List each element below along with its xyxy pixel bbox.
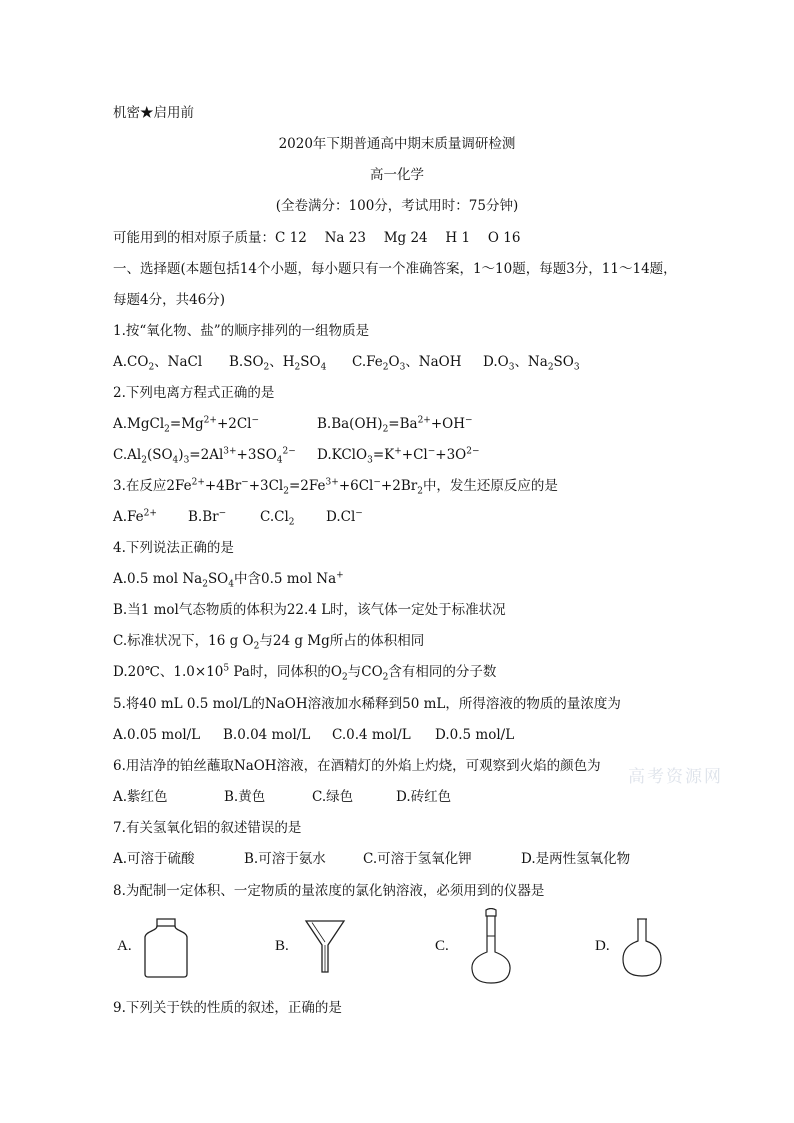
q8-option-a-label: A. bbox=[117, 938, 132, 954]
secret-label: 机密★启用前 bbox=[113, 105, 194, 121]
question-1-stem: 1.按“氧化物、盐”的顺序排列的一组物质是 bbox=[113, 323, 370, 339]
question-6-stem: 6.用洁净的铂丝蘸取NaOH溶液，在酒精灯的外焰上灼烧，可观察到火焰的颜色为 bbox=[113, 758, 601, 774]
q1-option-c: $C.Fe_2O_3$、NaOH bbox=[352, 354, 462, 373]
question-9-stem: 9.下列关于铁的性质的叙述，正确的是 bbox=[113, 1000, 342, 1016]
q6-option-b: B.黄色 bbox=[224, 789, 266, 805]
q5-option-d: D.0.5 mol/L bbox=[435, 727, 515, 743]
q3-option-b: B.Br− bbox=[188, 508, 227, 525]
funnel-icon bbox=[303, 918, 347, 974]
question-8-stem: 8.为配制一定体积、一定物质的量浓度的氯化钠溶液，必须用到的仪器是 bbox=[113, 883, 545, 899]
q3-option-c: $C.Cl_2$ bbox=[260, 509, 295, 528]
q3-option-d: D.Cl− bbox=[326, 508, 363, 525]
subject-title: 高一化学 bbox=[370, 167, 424, 183]
q2-option-b: $B.Ba(OH)_2=Ba^{2+}+OH^-$ bbox=[317, 415, 473, 435]
reagent-bottle-icon bbox=[140, 917, 192, 979]
q2-option-d: $D.KClO_3=K^++Cl^-+3O^{2-}$ bbox=[317, 446, 480, 466]
q5-option-b: B.0.04 mol/L bbox=[223, 727, 311, 743]
q6-option-a: A.紫红色 bbox=[113, 789, 168, 805]
q6-option-c: C.绿色 bbox=[312, 789, 354, 805]
question-3-stem: 3.在反应$2Fe^{2+}+4Br^-+3Cl_2=2Fe^{3+}+6Cl^-+2Br_2$中，发生还原反应的是 bbox=[113, 477, 558, 497]
volumetric-flask-icon bbox=[468, 908, 514, 986]
q4-option-b: B.当1 mol气态物质的体积为22.4 L时，该气体一定处于标准状况 bbox=[113, 602, 506, 618]
q3-option-a: $A.Fe^{2+}$ bbox=[113, 508, 157, 525]
q7-option-d: D.是两性氢氧化物 bbox=[521, 851, 631, 867]
q2-option-c: $C.Al_2(SO_4)_3=2Al^{3+}+3SO_4^{2-}$ bbox=[113, 446, 296, 466]
q7-option-a: A.可溶于硫酸 bbox=[113, 851, 195, 867]
q4-option-c: C.标准状况下，16 g $O_2$与24 g Mg所占的体积相同 bbox=[113, 633, 425, 652]
q7-option-b: B.可溶于氨水 bbox=[244, 851, 326, 867]
q5-option-c: C.0.4 mol/L bbox=[332, 727, 411, 743]
q5-option-a: A.0.05 mol/L bbox=[113, 727, 201, 743]
watermark-text: 高考资源网 bbox=[628, 767, 723, 787]
exam-title: 2020年下期普通高中期末质量调研检测 bbox=[278, 136, 516, 152]
question-7-stem: 7.有关氢氧化铝的叙述错误的是 bbox=[113, 820, 302, 836]
exam-info: (全卷满分：100分，考试用时：75分钟) bbox=[275, 198, 519, 214]
q1-option-a: $A.CO_2$、NaCl bbox=[113, 354, 203, 373]
q7-option-c: C.可溶于氢氧化钾 bbox=[363, 851, 472, 867]
question-5-stem: 5.将40 mL 0.5 mol/L的NaOH溶液加水稀释到50 mL，所得溶液的物质的量浓度为 bbox=[113, 696, 621, 712]
q2-option-a: $A.MgCl_2=Mg^{2+}+2Cl^-$ bbox=[113, 415, 260, 435]
section-heading-line1: 一、选择题(本题包括14个小题，每小题只有一个准确答案，1～10题，每题3分，11～14题， bbox=[113, 261, 677, 277]
q8-option-c-label: C. bbox=[435, 938, 449, 954]
question-4-stem: 4.下列说法正确的是 bbox=[113, 540, 234, 556]
q8-option-b-label: B. bbox=[275, 938, 289, 954]
q1-option-b: $B.SO_2$、$H_2SO_4$ bbox=[229, 354, 327, 373]
round-bottom-flask-icon bbox=[620, 917, 664, 979]
question-2-stem: 2.下列电离方程式正确的是 bbox=[113, 385, 275, 401]
q6-option-d: D.砖红色 bbox=[396, 789, 452, 805]
q8-option-d-label: D. bbox=[595, 938, 610, 954]
q4-option-a: A.0.5 mol $Na_2SO_4$中含0.5 mol Na+ bbox=[113, 570, 344, 590]
q4-option-d: D.20℃、$1.0\times 10^5$ Pa时，同体积的$O_2$与$CO_2$含有相同的分子数 bbox=[113, 663, 497, 683]
atomic-masses: 可能用到的相对原子质量：C 12 Na 23 Mg 24 H 1 O 16 bbox=[113, 230, 521, 246]
section-heading-line2: 每题4分，共46分) bbox=[113, 292, 226, 308]
q1-option-d: $D.O_3$、$Na_2SO_3$ bbox=[483, 354, 580, 373]
